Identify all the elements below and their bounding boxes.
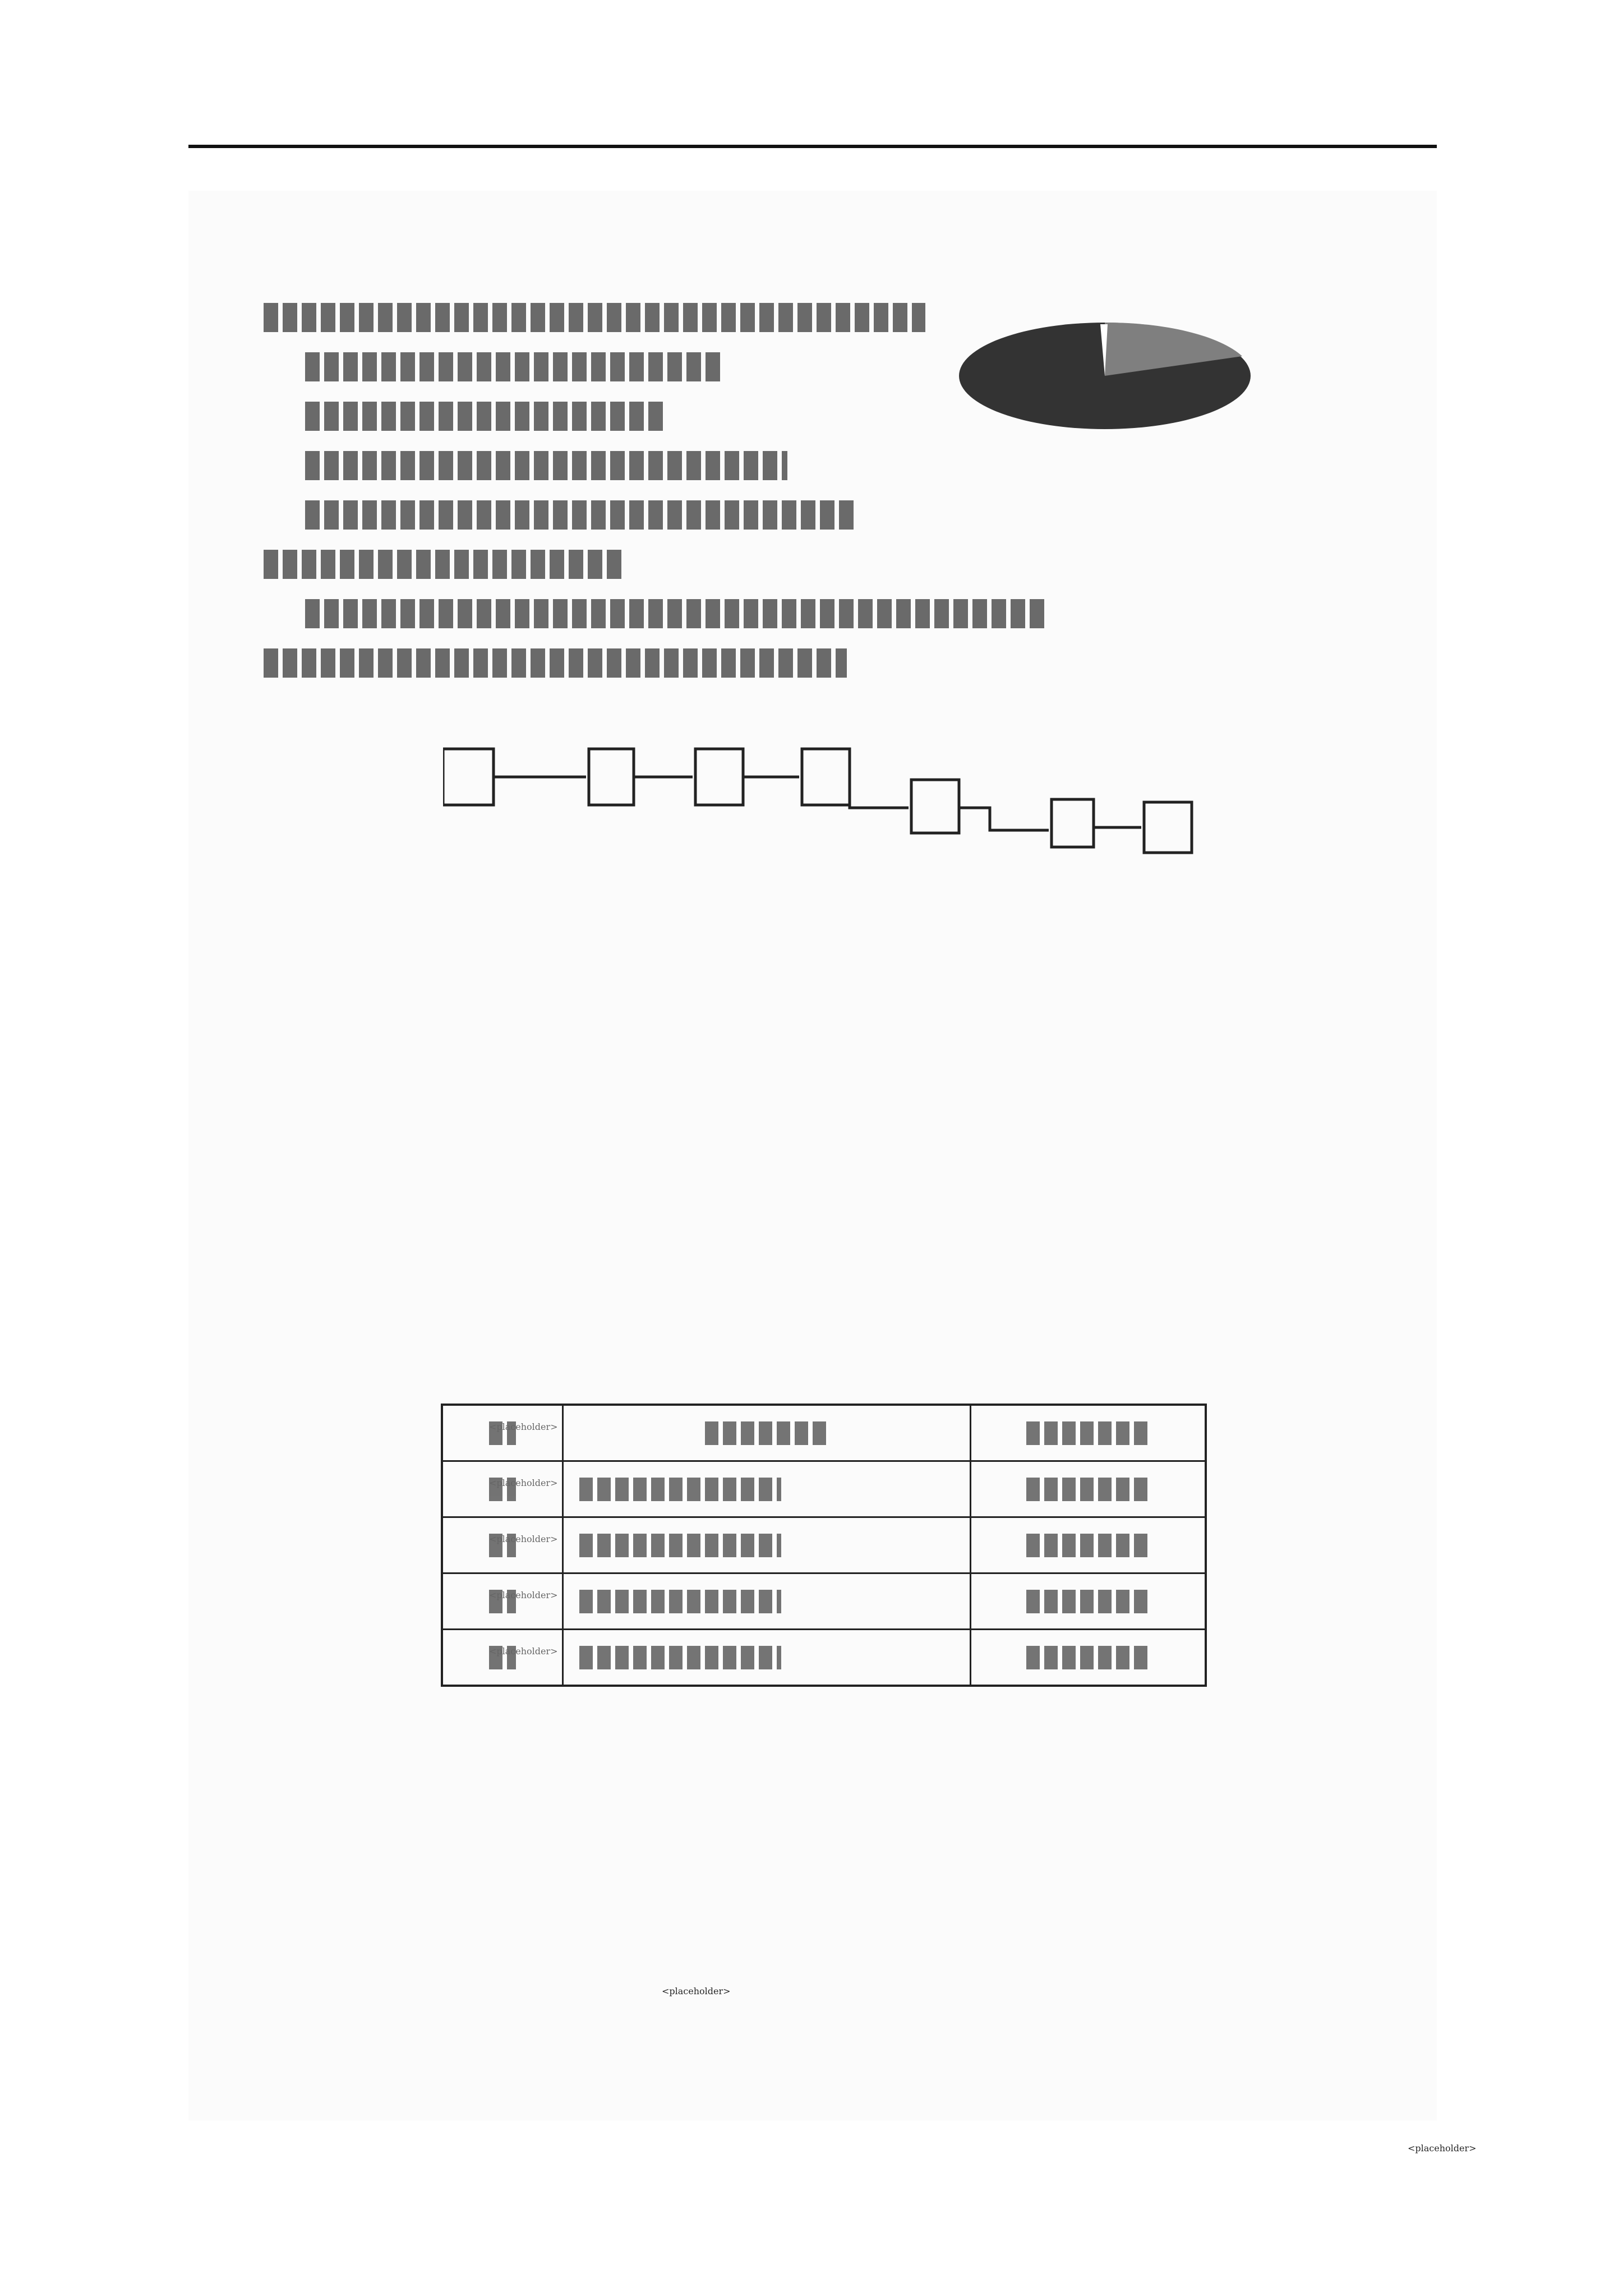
flow-node xyxy=(443,749,494,805)
question-line xyxy=(264,303,925,332)
table-cell: <placeholder> xyxy=(489,1590,516,1613)
table-row xyxy=(442,1630,1206,1686)
table-row xyxy=(442,1573,1206,1630)
flow-node xyxy=(589,749,634,805)
table-cell: <placeholder> xyxy=(489,1646,516,1669)
footer-text: <placeholder> xyxy=(662,1986,731,1996)
table-cell xyxy=(705,1421,828,1445)
properties-table xyxy=(441,1404,1207,1687)
pie-figure xyxy=(937,275,1273,510)
table-cell xyxy=(1026,1421,1150,1445)
question-text-block xyxy=(264,303,1469,678)
flow-node xyxy=(911,780,959,833)
option-line xyxy=(305,451,787,480)
flow-node xyxy=(695,749,743,805)
flow-node xyxy=(802,749,850,805)
table-cell xyxy=(579,1478,781,1501)
table-cell xyxy=(1026,1534,1150,1557)
table-cell xyxy=(1026,1478,1150,1501)
table-cell: <placeholder> xyxy=(489,1478,516,1501)
table-cell: <placeholder> xyxy=(489,1421,516,1445)
flow-diagram xyxy=(443,696,1206,976)
table-row xyxy=(442,1461,1206,1517)
question-line xyxy=(264,648,847,678)
table-cell xyxy=(579,1646,781,1669)
option-line xyxy=(305,402,664,431)
table-cell xyxy=(579,1590,781,1613)
flow-node xyxy=(1144,802,1192,853)
option-line xyxy=(305,500,855,530)
table-cell xyxy=(579,1534,781,1557)
question-line xyxy=(264,550,623,579)
table-cell xyxy=(1026,1590,1150,1613)
table-row xyxy=(442,1405,1206,1461)
header-rule xyxy=(188,145,1437,148)
option-line xyxy=(305,352,720,381)
page-number: <placeholder> xyxy=(1408,2143,1477,2154)
option-line xyxy=(305,599,1045,628)
flow-node xyxy=(1052,799,1094,847)
table-row xyxy=(442,1517,1206,1573)
table-cell: <placeholder> xyxy=(489,1534,516,1557)
table-cell xyxy=(1026,1646,1150,1669)
